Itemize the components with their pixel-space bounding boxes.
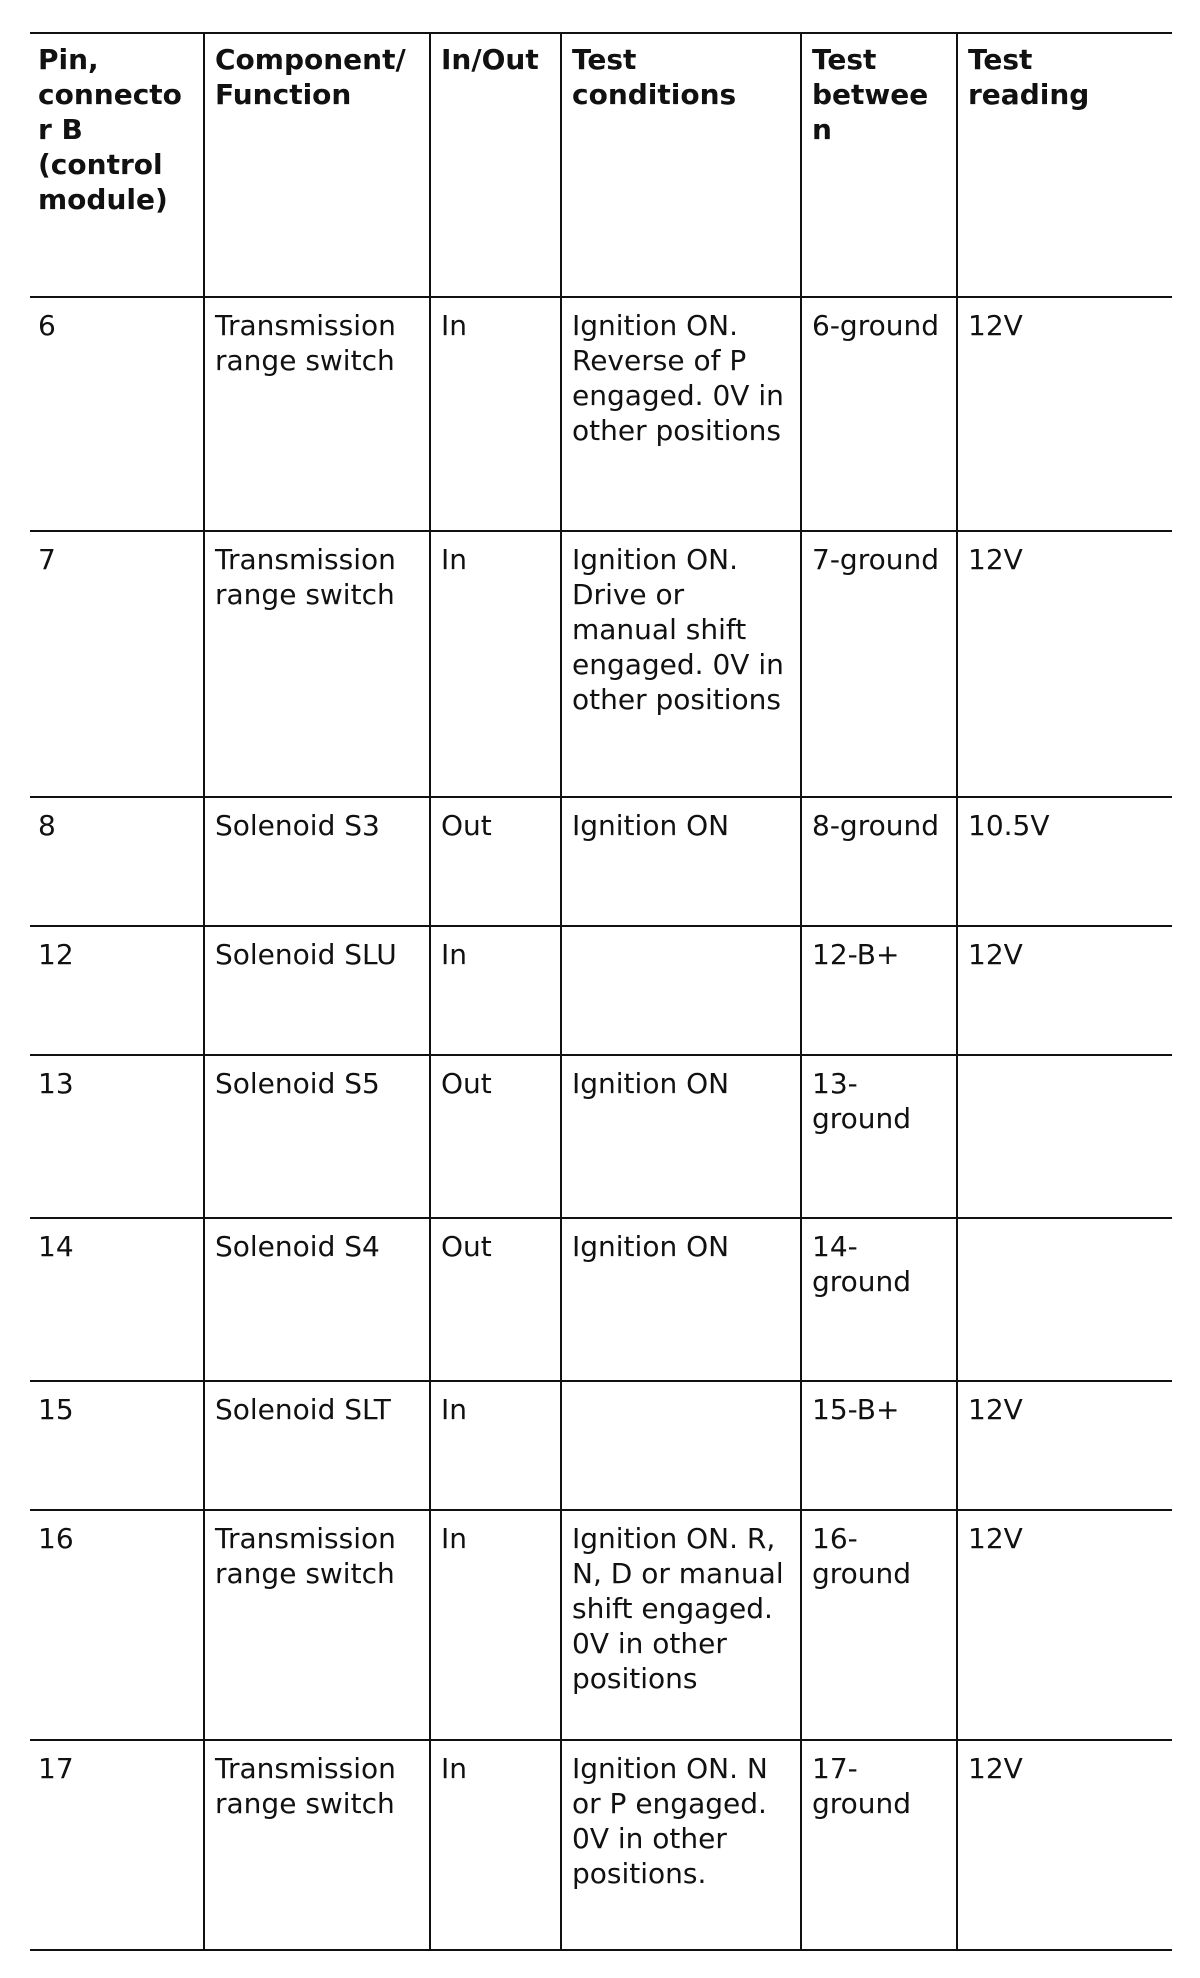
cell-in-out: In xyxy=(430,297,561,531)
table-row xyxy=(30,1055,1172,1218)
cell-test-conditions: Ignition ON. Reverse of P engaged. 0V in other positions xyxy=(561,297,801,531)
pin-test-table xyxy=(30,32,1172,1951)
cell-in-out: In xyxy=(430,1740,561,1950)
header-test-between: Test between xyxy=(801,33,957,297)
table-row xyxy=(30,1218,1172,1381)
cell-test-reading: 12V xyxy=(957,531,1172,797)
cell-pin: 8 xyxy=(30,797,204,926)
cell-component: Transmission range switch xyxy=(204,1510,430,1740)
cell-test-reading: 10.5V xyxy=(957,797,1172,926)
cell-test-between: 14-ground xyxy=(801,1218,957,1381)
cell-test-conditions xyxy=(561,926,801,1055)
cell-test-reading xyxy=(957,1055,1172,1218)
cell-pin: 7 xyxy=(30,531,204,797)
header-pin: Pin, connector B (control module) xyxy=(30,33,204,297)
cell-in-out: In xyxy=(430,1510,561,1740)
cell-test-between: 15-B+ xyxy=(801,1381,957,1510)
cell-test-between: 17-ground xyxy=(801,1740,957,1950)
cell-component: Solenoid S4 xyxy=(204,1218,430,1381)
header-row xyxy=(30,33,1172,297)
cell-test-conditions xyxy=(561,1381,801,1510)
cell-test-reading: 12V xyxy=(957,926,1172,1055)
cell-in-out: Out xyxy=(430,1218,561,1381)
cell-pin: 15 xyxy=(30,1381,204,1510)
cell-component: Transmission range switch xyxy=(204,1740,430,1950)
cell-test-conditions: Ignition ON. N or P engaged. 0V in other positions. xyxy=(561,1740,801,1950)
cell-component: Solenoid S3 xyxy=(204,797,430,926)
cell-test-between: 7-ground xyxy=(801,531,957,797)
cell-component: Transmission range switch xyxy=(204,297,430,531)
cell-test-between: 6-ground xyxy=(801,297,957,531)
cell-pin: 13 xyxy=(30,1055,204,1218)
cell-test-reading: 12V xyxy=(957,1740,1172,1950)
cell-component: Solenoid S5 xyxy=(204,1055,430,1218)
cell-in-out: In xyxy=(430,926,561,1055)
header-in-out: In/Out xyxy=(430,33,561,297)
table-row xyxy=(30,531,1172,797)
cell-test-reading xyxy=(957,1218,1172,1381)
table-row xyxy=(30,1381,1172,1510)
header-test-conditions: Test conditions xyxy=(561,33,801,297)
cell-component: Solenoid SLU xyxy=(204,926,430,1055)
cell-in-out: Out xyxy=(430,1055,561,1218)
table-row xyxy=(30,926,1172,1055)
table-row xyxy=(30,297,1172,531)
cell-test-between: 8-ground xyxy=(801,797,957,926)
cell-test-conditions: Ignition ON xyxy=(561,1055,801,1218)
cell-test-reading: 12V xyxy=(957,1381,1172,1510)
cell-test-conditions: Ignition ON xyxy=(561,797,801,926)
cell-test-conditions: Ignition ON. R, N, D or manual shift engaged. 0V in other positions xyxy=(561,1510,801,1740)
cell-test-reading: 12V xyxy=(957,297,1172,531)
cell-test-between: 16-ground xyxy=(801,1510,957,1740)
cell-pin: 17 xyxy=(30,1740,204,1950)
cell-test-conditions: Ignition ON xyxy=(561,1218,801,1381)
cell-pin: 16 xyxy=(30,1510,204,1740)
cell-component: Solenoid SLT xyxy=(204,1381,430,1510)
cell-in-out: Out xyxy=(430,797,561,926)
cell-component: Transmission range switch xyxy=(204,531,430,797)
header-test-reading: Test reading xyxy=(957,33,1172,297)
cell-test-between: 12-B+ xyxy=(801,926,957,1055)
cell-pin: 14 xyxy=(30,1218,204,1381)
table-row xyxy=(30,1510,1172,1740)
cell-pin: 6 xyxy=(30,297,204,531)
cell-test-reading: 12V xyxy=(957,1510,1172,1740)
header-component: Component/ Function xyxy=(204,33,430,297)
cell-test-between: 13-ground xyxy=(801,1055,957,1218)
table-row xyxy=(30,1740,1172,1950)
cell-pin: 12 xyxy=(30,926,204,1055)
table-row xyxy=(30,797,1172,926)
cell-test-conditions: Ignition ON. Drive or manual shift engaged. 0V in other positions xyxy=(561,531,801,797)
cell-in-out: In xyxy=(430,531,561,797)
cell-in-out: In xyxy=(430,1381,561,1510)
